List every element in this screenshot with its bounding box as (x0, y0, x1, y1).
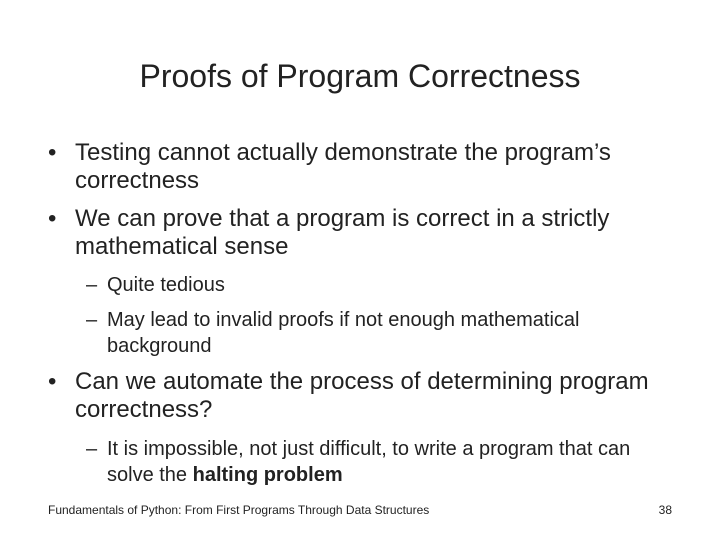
sub-bullet-item (86, 272, 646, 298)
sub-bullet-text-plain: It is impossible, not just difficult, to write a program that can solve the (107, 438, 631, 486)
bullet-item (48, 368, 668, 424)
sub-bullet-marker: – (86, 309, 98, 331)
slide-title: Proofs of Program Correctness (139, 58, 581, 94)
footer-source: Fundamentals of Python: From First Programs Through Data Structures (48, 503, 430, 517)
bullet-text: Testing cannot actually demonstrate the program’s correctness (75, 139, 611, 194)
sub-bullet-text: May lead to invalid proofs if not enough mathematical background (107, 309, 580, 357)
bullet-marker: • (48, 139, 57, 166)
sub-bullet-marker: – (86, 438, 98, 460)
bullet-marker: • (48, 368, 57, 395)
bullet-item (48, 205, 668, 261)
bullet-marker: • (48, 205, 57, 232)
bullet-text: Can we automate the process of determining program correctness? (75, 368, 649, 423)
sub-bullet-item (86, 307, 646, 359)
bullet-text: We can prove that a program is correct in a strictly mathematical sense (75, 205, 610, 260)
sub-bullet-text: Quite tedious (107, 274, 225, 296)
page-number: 38 (658, 503, 672, 517)
halting-problem-term: halting problem (192, 464, 343, 486)
bullet-item (48, 139, 668, 195)
sub-bullet-marker: – (86, 274, 98, 296)
sub-bullet-item (86, 436, 646, 488)
sub-bullet-text (107, 436, 646, 488)
